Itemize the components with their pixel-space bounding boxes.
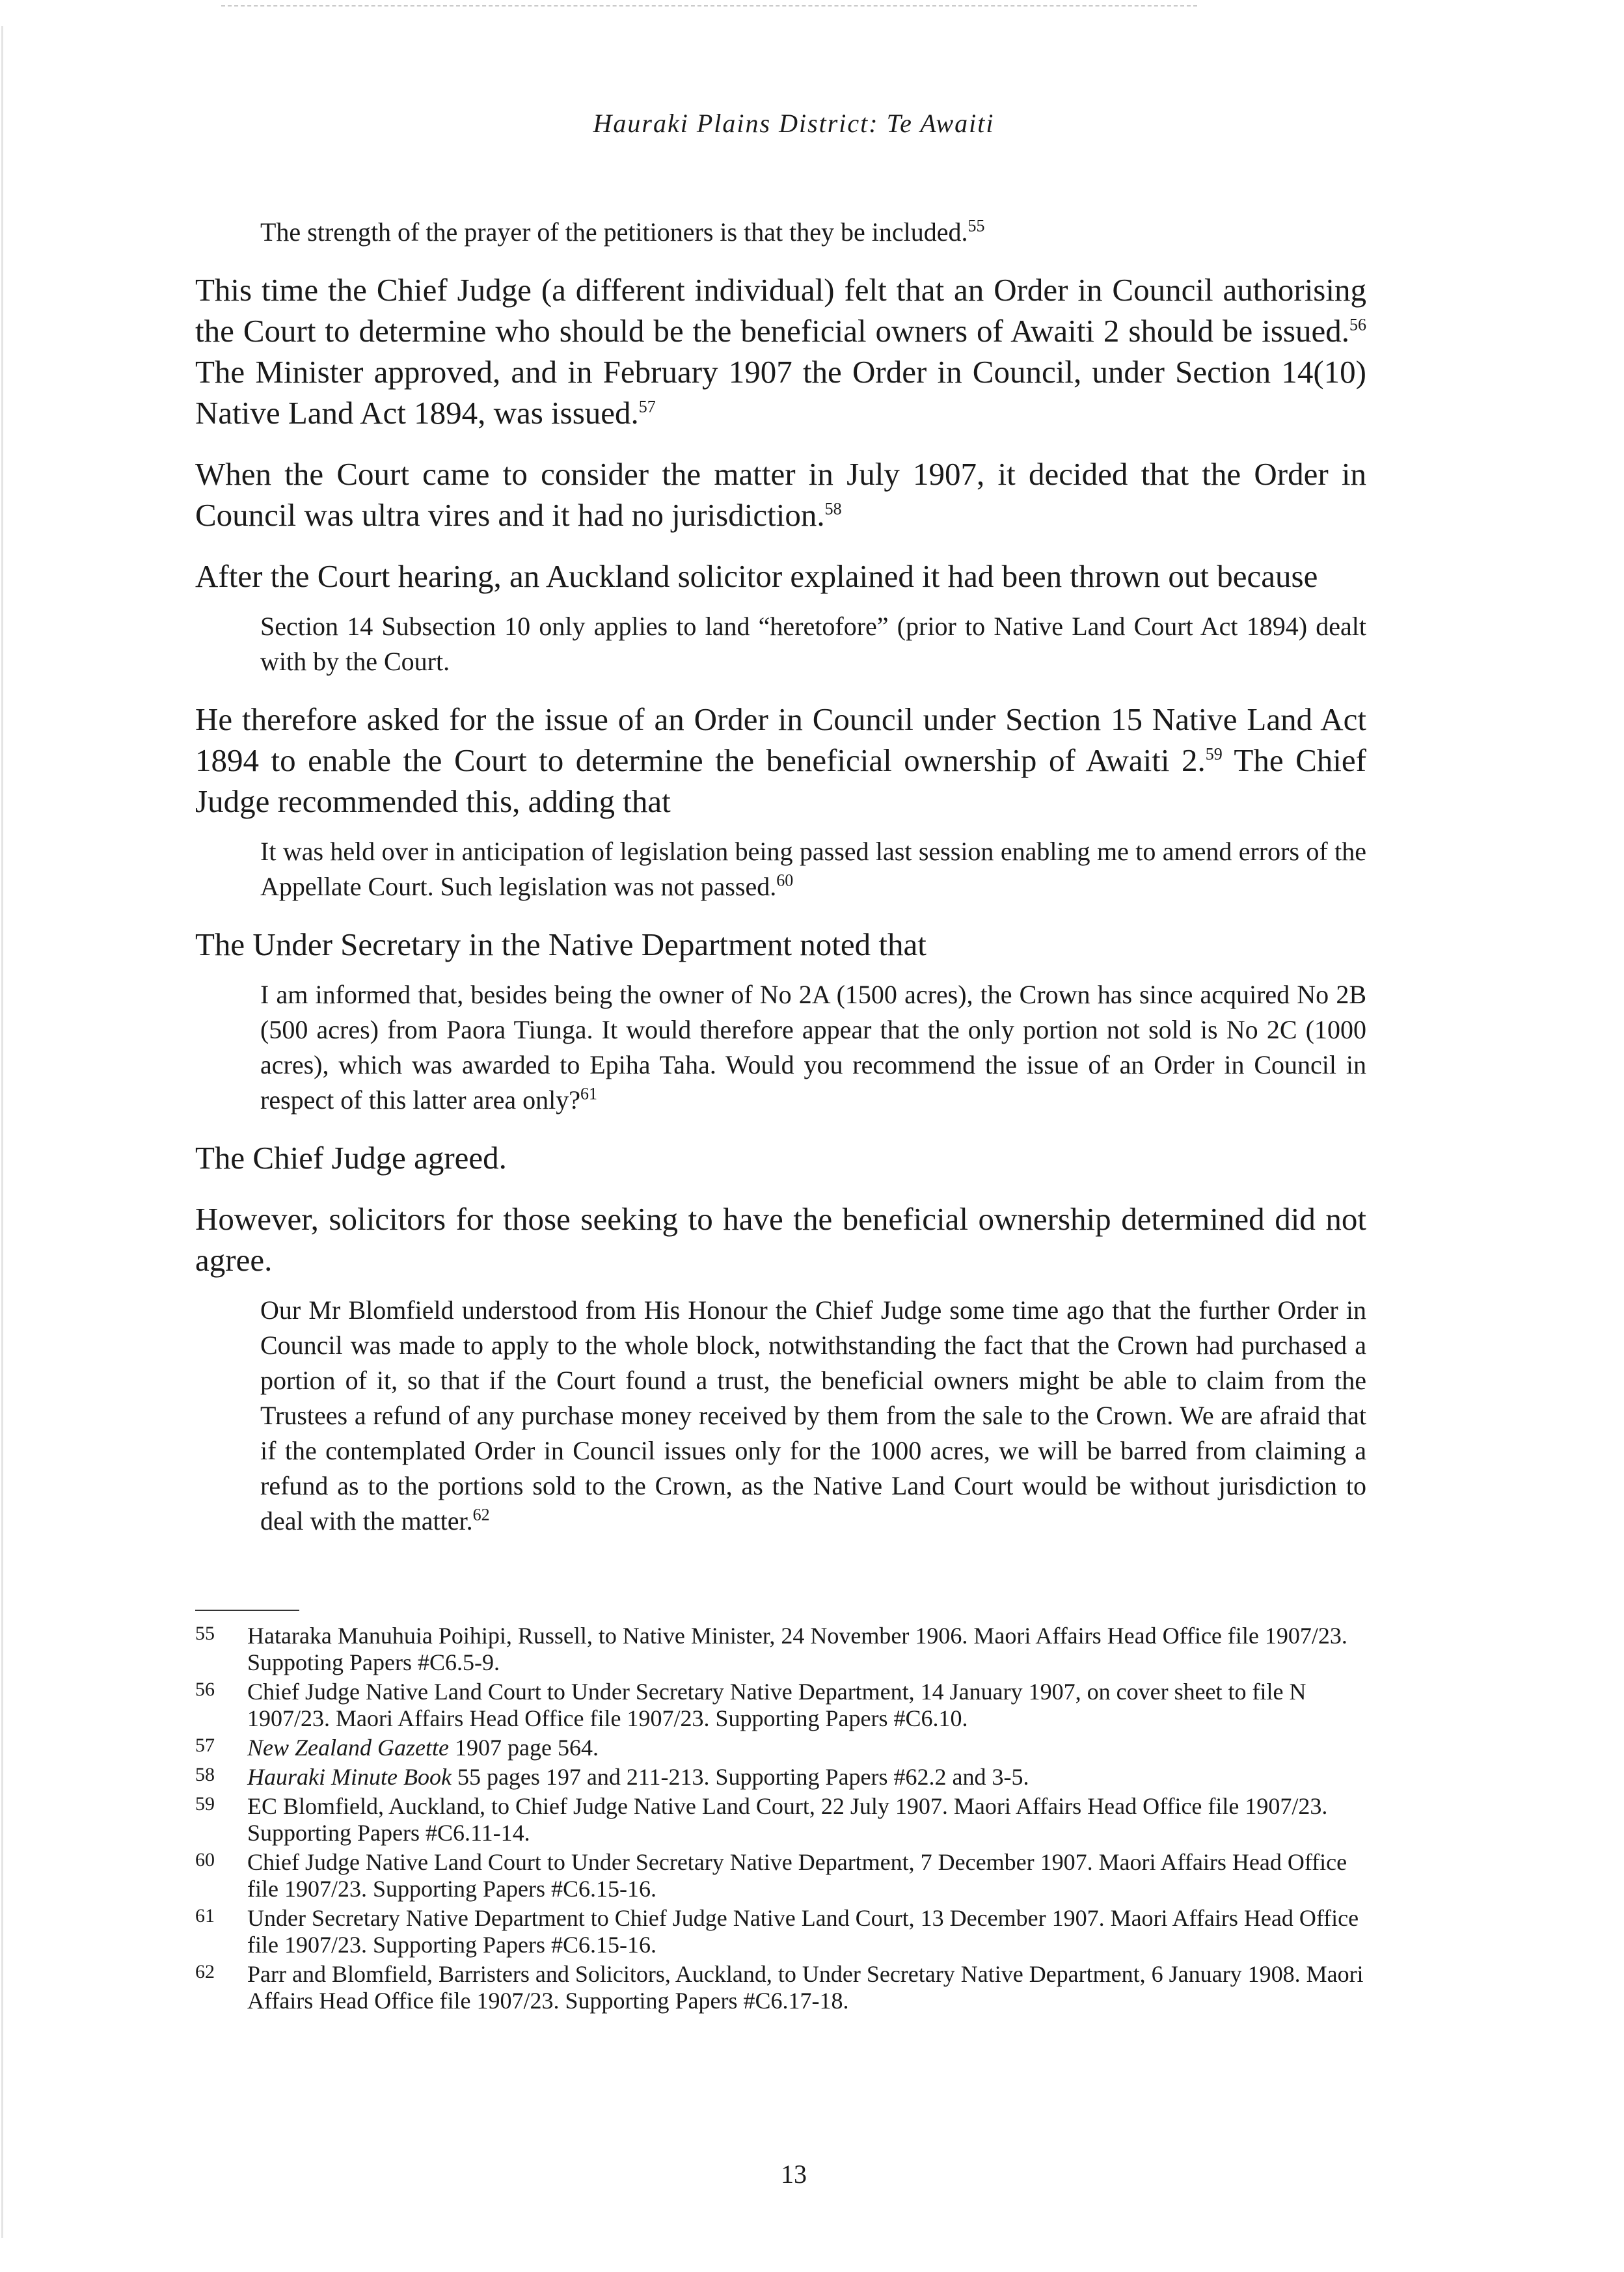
- text-run: The Under Secretary in the Native Department noted that: [195, 926, 927, 962]
- footnote: [195, 1764, 1366, 1791]
- footnote-number: 57: [195, 1735, 215, 1756]
- footnote: [195, 1623, 1366, 1676]
- paragraph: [195, 269, 1366, 433]
- footnote: [195, 1679, 1366, 1732]
- text-run: This time the Chief Judge (a different individual) felt that an Order in Council authorising the Court to determine who should be the beneficial owners of Awaiti 2 should be issued.: [195, 272, 1366, 349]
- footnote-ref: 62: [472, 1505, 490, 1524]
- block-quote: [260, 1293, 1366, 1539]
- footnote-number: 60: [195, 1849, 215, 1871]
- footnote-number: 55: [195, 1623, 215, 1644]
- running-head: Hauraki Plains District: Te Awaiti: [593, 109, 995, 138]
- footnote-number: 61: [195, 1905, 215, 1927]
- text-run: The Chief Judge recommended this, adding that: [195, 742, 1366, 819]
- text-run: Parr and Blomfield, Barristers and Solicitors, Auckland, to Under Secretary Native Department, 6 January 1908. Maori Affairs Head Office file 1907/23. Supporting Papers #C6.17-18.: [247, 1961, 1364, 2014]
- italic-title: Hauraki Minute Book: [247, 1764, 452, 1790]
- footnote: [195, 1735, 1366, 1761]
- text-run: It was held over in anticipation of legislation being passed last session enabling me to amend errors of the Appellate Court. Such legislation was not passed.: [260, 837, 1366, 901]
- footnote-number: 59: [195, 1793, 215, 1815]
- text-run: Section 14 Subsection 10 only applies to land “heretofore” (prior to Native Land Court Act 1894) dealt with by the Court.: [260, 612, 1366, 676]
- text-run: The Chief Judge agreed.: [195, 1140, 507, 1176]
- footnote-ref: 61: [580, 1084, 597, 1103]
- text-run: Hataraka Manuhuia Poihipi, Russell, to Native Minister, 24 November 1906. Maori Affairs Head Office file 1907/23. Suppoting Papers #C6.5-9.: [247, 1623, 1347, 1675]
- footnote: [195, 1905, 1366, 1958]
- text-run: Our Mr Blomfield understood from His Honour the Chief Judge some time ago that the further Order in Council was made to apply to the whole block, notwithstanding the fact that the Crown had purchased a portion of it, so that if the Court found a trust, the beneficial owners might be able to claim from the Trustees a refund of any purchase money received by them from the sale to the Crown. We are afraid that if the contemplated Order in Council issues only for the 1000 acres, we will be barred from claiming a refund as to the portions sold to the Crown, as the Native Land Court would be without jurisdiction to deal with the matter.: [260, 1295, 1366, 1535]
- text-run: After the Court hearing, an Auckland solicitor explained it had been thrown out because: [195, 558, 1318, 594]
- block-quote: [260, 977, 1366, 1118]
- page-number: 13: [781, 2159, 807, 2189]
- block-quote: [260, 609, 1366, 679]
- text-run: Chief Judge Native Land Court to Under Secretary Native Department, 14 January 1907, on cover sheet to file N 1907/23. Maori Affairs Head Office file 1907/23. Supporting Papers #C6.10.: [247, 1679, 1306, 1731]
- text-run: 55 pages 197 and 211-213. Supporting Papers #62.2 and 3-5.: [451, 1764, 1029, 1790]
- footnote-ref: 59: [1205, 744, 1223, 764]
- paragraph: [195, 1137, 1366, 1178]
- footnote-ref: 57: [638, 397, 656, 416]
- paragraph: [195, 556, 1366, 597]
- footnote-ref: 60: [776, 871, 794, 890]
- paragraph: [195, 699, 1366, 822]
- text-run: I am informed that, besides being the owner of No 2A (1500 acres), the Crown has since acquired No 2B (500 acres) from Paora Tiunga. It would therefore appear that the only portion not sold is No 2C (1000 acres), which was awarded to Epiha Taha. Would you recommend the issue of an Order in Council in respect of this latter area only?: [260, 980, 1366, 1115]
- text-run: The Minister approved, and in February 1907 the Order in Council, under Section 14(10) Native Land Act 1894, was issued.: [195, 354, 1366, 431]
- footnote-ref: 58: [824, 499, 842, 519]
- paragraph: [195, 924, 1366, 965]
- text-run: The strength of the prayer of the petitioners is that they be included.: [260, 217, 968, 247]
- italic-title: New Zealand Gazette: [247, 1735, 449, 1761]
- footnote-number: 58: [195, 1764, 215, 1785]
- block-quote: [260, 215, 1366, 250]
- text-run: When the Court came to consider the matter in July 1907, it decided that the Order in Council was ultra vires and it had no jurisdiction.: [195, 456, 1366, 533]
- body-text: [195, 215, 1366, 1558]
- paragraph: [195, 1198, 1366, 1280]
- text-run: EC Blomfield, Auckland, to Chief Judge Native Land Court, 22 July 1907. Maori Affairs Head Office file 1907/23. Supporting Papers #C6.11-14.: [247, 1793, 1328, 1846]
- text-run: Under Secretary Native Department to Chief Judge Native Land Court, 13 December 1907. Maori Affairs Head Office file 1907/23. Supporting Papers #C6.15-16.: [247, 1905, 1359, 1958]
- top-scan-rule: [221, 5, 1197, 7]
- text-run: He therefore asked for the issue of an Order in Council under Section 15 Native Land Act 1894 to enable the Court to determine the beneficial ownership of Awaiti 2.: [195, 701, 1366, 778]
- footnote-number: 62: [195, 1961, 215, 1982]
- footnote: [195, 1793, 1366, 1846]
- text-run: Chief Judge Native Land Court to Under Secretary Native Department, 7 December 1907. Maori Affairs Head Office file 1907/23. Supporting Papers #C6.15-16.: [247, 1849, 1347, 1902]
- footnote: [195, 1849, 1366, 1902]
- paragraph: [195, 453, 1366, 535]
- footnote-separator: [195, 1610, 299, 1611]
- text-run: However, solicitors for those seeking to have the beneficial ownership determined did not agree.: [195, 1201, 1366, 1278]
- footnote-number: 56: [195, 1679, 215, 1700]
- footnotes: [195, 1623, 1366, 2017]
- footnote: [195, 1961, 1366, 2014]
- text-run: 1907 page 564.: [448, 1735, 599, 1761]
- block-quote: [260, 834, 1366, 904]
- footnote-ref: 56: [1349, 315, 1366, 334]
- scan-edge-mark: [1, 26, 3, 2238]
- footnote-ref: 55: [968, 216, 985, 236]
